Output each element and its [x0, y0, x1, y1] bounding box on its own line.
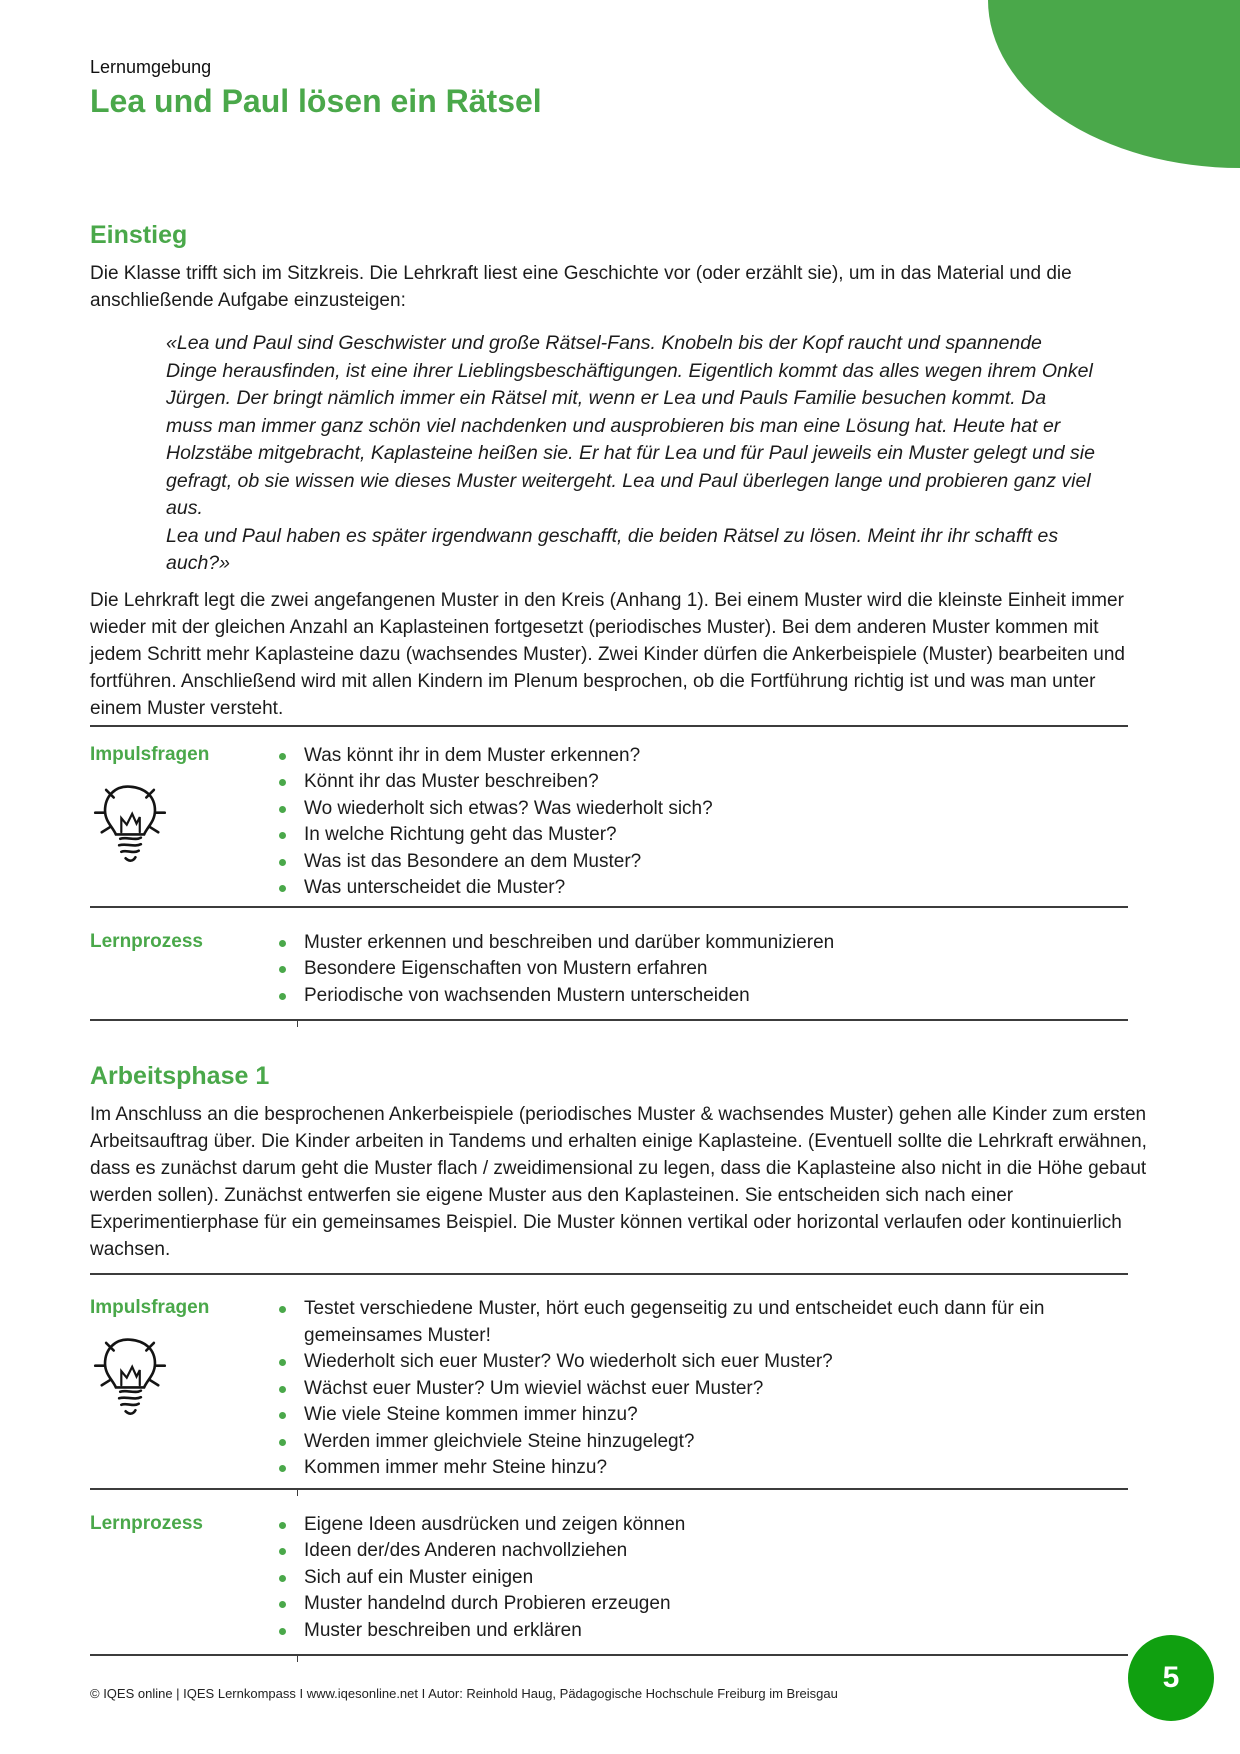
table-rule: [90, 1654, 1128, 1656]
impulsfragen-label: Impulsfragen: [90, 743, 210, 765]
row-label-column: [90, 1512, 270, 1645]
impulsfragen-row-2: [90, 1275, 1128, 1488]
bullet-item: Periodische von wachsenden Mustern unterscheiden: [270, 983, 1128, 1010]
page-number: 5: [1162, 1661, 1180, 1694]
bullet-item: Wo wiederholt sich etwas? Was wiederholt sich?: [270, 796, 1128, 823]
bullet-item: Ideen der/des Anderen nachvollziehen: [270, 1538, 1128, 1565]
row-label-column: [90, 930, 270, 1010]
section-heading-einstieg: Einstieg: [90, 221, 188, 249]
doc-category-label: Lernumgebung: [90, 57, 212, 77]
bullet-item: Muster erkennen und beschreiben und darüber kommunizieren: [270, 930, 1128, 957]
footer-credit-line: © IQES online | IQES Lernkompass I www.iqesonline.net I Autor: Reinhold Haug, Pädagogische Hochschule Freiburg im Breisgau: [90, 1686, 838, 1701]
lightbulb-icon: [92, 1332, 168, 1432]
table-rule: [90, 1273, 1128, 1275]
bullet-item: Kommen immer mehr Steine hinzu?: [270, 1455, 1128, 1482]
lernprozess-row-1: [90, 908, 1128, 1020]
row-label-column: [90, 743, 270, 902]
lernprozess-list: [270, 1512, 1128, 1645]
bullet-item: Was könnt ihr in dem Muster erkennen?: [270, 743, 1128, 770]
lernprozess-label: Lernprozess: [90, 930, 203, 952]
story-quote-paragraph: «Lea und Paul sind Geschwister und große Rätsel-Fans. Knobeln bis der Kopf raucht und spannende Dinge herausfinden, ist eine ihrer Lieblingsbeschäftigungen. Eigentlich kommt das alles wegen ihrem Onkel Jürgen. Der bringt nämlich immer ein Rätsel mit, wenn er Lea und Pauls Familie besuchen kommt. Da muss man immer ganz schön viel nachdenken und ausprobieren bis man eine Lösung hat. Heute hat er Holzstäbe mitgebracht, Kaplasteine heißen sie. Er hat für Lea und für Paul jeweils ein Muster gelegt und sie gefragt, ob sie wissen wie dieses Muster weitergeht. Lea und Paul überlegen lange und probieren ganz viel aus.: [166, 332, 1095, 519]
bullet-item: Wächst euer Muster? Um wieviel wächst euer Muster?: [270, 1376, 1128, 1403]
einstieg-body-paragraph: Die Lehrkraft legt die zwei angefangenen Muster in den Kreis (Anhang 1). Bei einem Muster wird die kleinste Einheit immer wieder mit der gleichen Anzahl an Kaplasteinen fortgesetzt (periodisches Muster). Bei dem anderen Muster kommen mit jedem Schritt mehr Kaplasteine dazu (wachsendes Muster). Zwei Kinder dürfen die Ankerbeispiele (Muster) bearbeiten und fortführen. Anschließend wird mit allen Kindern im Plenum besprochen, ob die Fortführung richtig ist und was man unter einem Muster versteht.: [90, 589, 1125, 719]
arbeitsphase-body-paragraph: Im Anschluss an die besprochenen Ankerbeispiele (periodisches Muster & wachsendes Muster) gehen alle Kinder zum ersten Arbeitsauftrag über. Die Kinder arbeiten in Tandems und erhalten einige Kaplasteine. (Eventuell sollte die Lehrkraft erwähnen, dass es zunächst darum geht die Muster flach / zweidimensional zu legen, dass die Kaplasteine also nicht in die Höhe gebaut werden sollen). Zunächst entwerfen sie eigene Muster aus den Kaplasteinen. Sie entscheiden sich nach einer Experimentierphase für ein gemeinsames Beispiel. Die Muster können vertikal oder horizontal verlaufen oder kontinuierlich wachsen.: [90, 1104, 1147, 1260]
page-number-badge: [1128, 1635, 1214, 1721]
lernprozess-label: Lernprozess: [90, 1512, 203, 1534]
row-label-column: [90, 1296, 270, 1482]
story-quote-paragraph: Lea und Paul haben es später irgendwann geschafft, die beiden Rätsel zu lösen. Meint ihr ihr schafft es auch?»: [166, 524, 1059, 574]
impulsfragen-list: [270, 1296, 1128, 1482]
bullet-item: Was ist das Besondere an dem Muster?: [270, 849, 1128, 876]
table-rule: [90, 1019, 1128, 1021]
impulsfragen-list: [270, 743, 1128, 902]
bullet-item: Testet verschiedene Muster, hört euch gegenseitig zu und entscheidet euch dann für ein gemeinsames Muster!: [270, 1296, 1128, 1349]
table-rule: [90, 1488, 1128, 1490]
bullet-item: Könnt ihr das Muster beschreiben?: [270, 769, 1128, 796]
impulsfragen-row-1: [90, 727, 1128, 906]
bullet-item: Muster beschreiben und erklären: [270, 1618, 1128, 1645]
bullet-item: Eigene Ideen ausdrücken und zeigen können: [270, 1512, 1128, 1539]
lernprozess-list: [270, 930, 1128, 1010]
bullet-item: Besondere Eigenschaften von Mustern erfahren: [270, 956, 1128, 983]
bullet-item: Muster handelnd durch Probieren erzeugen: [270, 1591, 1128, 1618]
table-rule: [90, 725, 1128, 727]
impulsfragen-label: Impulsfragen: [90, 1297, 210, 1318]
table-rule: [90, 906, 1128, 908]
lightbulb-icon: [92, 779, 168, 879]
page-title: Lea und Paul lösen ein Rätsel: [90, 83, 542, 119]
story-quote-block: [166, 330, 1096, 578]
bullet-item: Was unterscheidet die Muster?: [270, 875, 1128, 902]
section-heading-arbeitsphase-1: Arbeitsphase 1: [90, 1062, 270, 1090]
bullet-item: Wie viele Steine kommen immer hinzu?: [270, 1402, 1128, 1429]
bullet-item: Wiederholt sich euer Muster? Wo wiederholt sich euer Muster?: [270, 1349, 1128, 1376]
lernprozess-row-2: [90, 1490, 1128, 1655]
bullet-item: Werden immer gleichviele Steine hinzugelegt?: [270, 1429, 1128, 1456]
bullet-item: In welche Richtung geht das Muster?: [270, 822, 1128, 849]
einstieg-intro-paragraph: Die Klasse trifft sich im Sitzkreis. Die Lehrkraft liest eine Geschichte vor (oder erzählt sie), um in das Material und die anschließende Aufgabe einzusteigen:: [90, 263, 1072, 311]
bullet-item: Sich auf ein Muster einigen: [270, 1565, 1128, 1592]
